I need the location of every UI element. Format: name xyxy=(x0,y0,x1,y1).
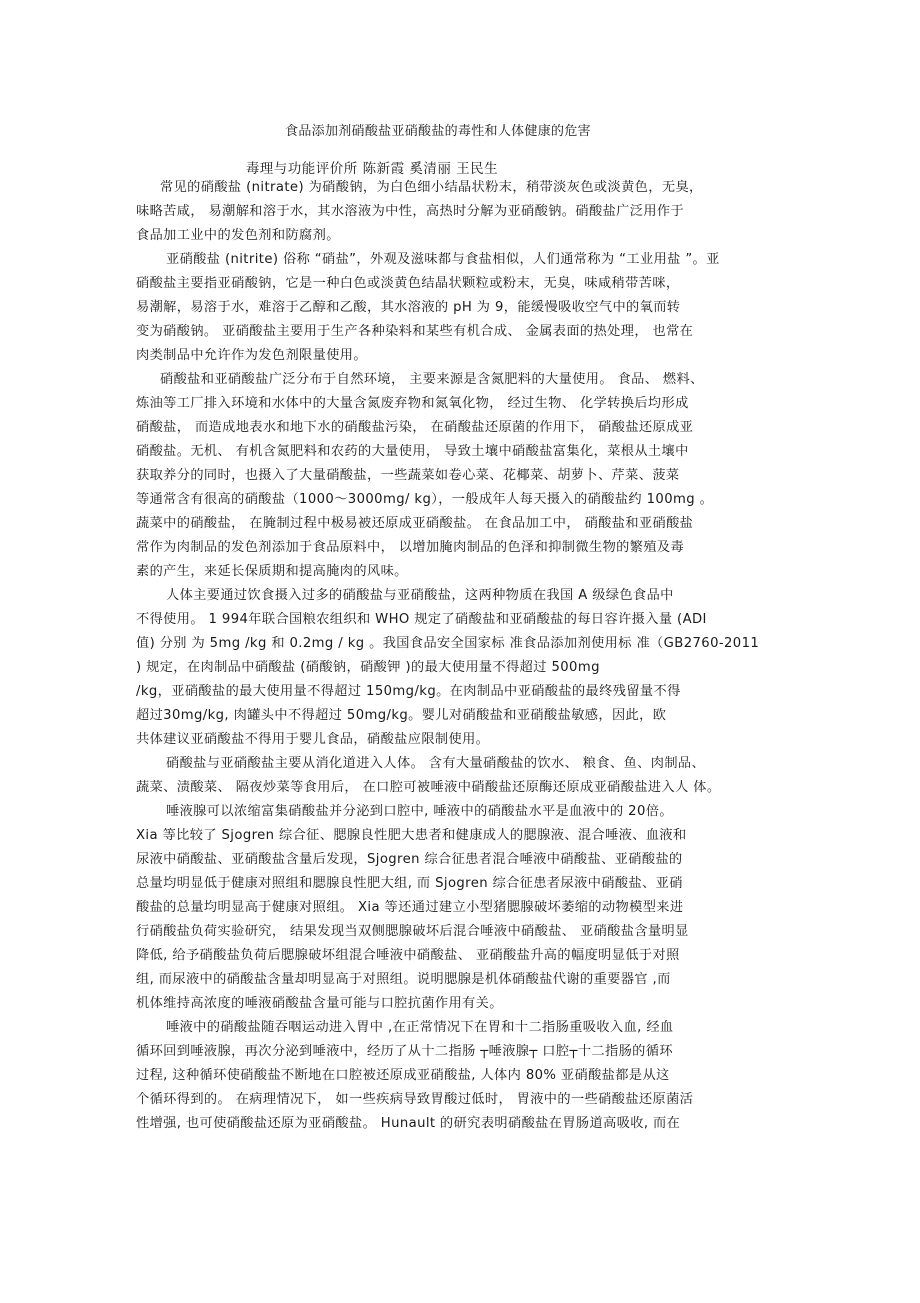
text-line: 硝酸盐， 而造成地表水和地下水的硝酸盐污染， 在硝酸盐还原菌的作用下， 硝酸盐还原成亚 xyxy=(136,420,694,435)
text-line: 循环回到唾液腺，再次分泌到唾液中，经历了从十二指肠 ┬唾液腺┬ 口腔┬十二指肠的循环 xyxy=(136,1044,673,1059)
text-line: 组, 而尿液中的硝酸盐含量却明显高于对照组。说明腮腺是机体硝酸盐代谢的重要器官 ,而 xyxy=(136,972,671,987)
text-line: 硝酸盐与亚硝酸盐主要从消化道进入人体。 含有大量硝酸盐的饮水、 粮食、鱼、肉制品、 xyxy=(166,756,706,771)
text-line: 肉类制品中允许作为发色剂限量使用。 xyxy=(136,348,367,363)
text-line: 硝酸盐和亚硝酸盐广泛分布于自然环境， 主要来源是含氮肥料的大量使用。 食品、 燃料、 xyxy=(160,372,704,387)
text-line: /kg，亚硝酸盐的最大使用量不得超过 150mg/kg。在肉制品中亚硝酸盐的最终残留量不得 xyxy=(136,684,681,699)
text-line: 性增强, 也可使硝酸盐还原为亚硝酸盐。 Hunault 的研究表明硝酸盐在胃肠道高吸收, 而在 xyxy=(136,1116,681,1131)
text-line: 变为硝酸钠。 亚硝酸盐主要用于生产各种染料和某些有机合成、 金属表面的热处理， 也常在 xyxy=(136,324,694,339)
text-line: 总量均明显低于健康对照组和腮腺良性肥大组, 而 Sjogren 综合征患者尿液中硝酸盐、亚硝 xyxy=(136,876,683,891)
text-line: 超过30mg/kg, 肉罐头中不得超过 50mg/kg。婴儿对硝酸盐和亚硝酸盐敏感，因此，欧 xyxy=(136,708,667,723)
text-line: 行硝酸盐负荷实验研究， 结果发现当双侧腮腺破坏后混合唾液中硝酸盐、 亚硝酸盐含量明显 xyxy=(136,924,689,939)
text-line: 个循环得到的。 在病理情况下， 如一些疾病导致胃酸过低时， 胃液中的一些硝酸盐还原菌活 xyxy=(136,1092,694,1107)
text-line: 过程, 这种循环使硝酸盐不断地在口腔被还原成亚硝酸盐, 人体内 80% 亚硝酸盐都是从这 xyxy=(136,1068,670,1083)
text-line: 降低, 给予硝酸盐负荷后腮腺破坏组混合唾液中硝酸盐、 亚硝酸盐升高的幅度明显低于对照 xyxy=(136,948,680,963)
text-line: 常见的硝酸盐 (nitrate) 为硝酸钠，为白色细小结晶状粉末，稍带淡灰色或淡黄色，无臭， xyxy=(160,180,703,195)
text-line: 硝酸盐。无机、 有机含氮肥料和农药的大量使用， 导致土壤中硝酸盐富集化，菜根从土壤中 xyxy=(136,444,689,459)
text-line: 炼油等工厂排入环境和水体中的大量含氮废弃物和氮氧化物， 经过生物、 化学转换后均形成 xyxy=(136,396,689,411)
text-line: 常作为肉制品的发色剂添加于食品原料中， 以增加腌肉制品的色泽和抑制微生物的繁殖及毒 xyxy=(136,540,685,555)
text-line: 酸盐的总量均明显高于健康对照组。 Xia 等还通过建立小型猪腮腺破坏萎缩的动物模型来进 xyxy=(136,900,684,915)
text-line: 硝酸盐主要指亚硝酸钠，它是一种白色或淡黄色结晶状颗粒或粉末，无臭，味咸稍带苦咪， xyxy=(136,276,680,291)
text-line: 唾液中的硝酸盐随吞咽运动进入胃中 ,在正常情况下在胃和十二指肠重吸收入血, 经血 xyxy=(166,1020,674,1035)
text-line: 获取养分的同时，也摄入了大量硝酸盐，一些蔬菜如卷心菜、花椰菜、胡萝卜、芹菜、菠菜 xyxy=(136,468,680,483)
text-line: 味略苦咸， 易潮解和溶于水，其水溶液为中性，高热时分解为亚硝酸钠。硝酸盐广泛用作于 xyxy=(136,204,685,219)
text-line: 共体建议亚硝酸盐不得用于婴儿食品，硝酸盐应限制使用。 xyxy=(136,732,490,747)
text-line: 蔬菜、渍酸菜、 隔夜炒菜等食用后， 在口腔可被唾液中硝酸盐还原酶还原成亚硝酸盐进入人 体。 xyxy=(136,780,721,795)
text-line: Xia 等比较了 Sjogren 综合征、腮腺良性肥大患者和健康成人的腮腺液、混合唾液、血液和 xyxy=(136,828,687,843)
text-line: 不得使用。 1 994年联合国粮农组织和 WHO 规定了硝酸盐和亚硝酸盐的每日容许摄入量 (ADI xyxy=(136,612,707,627)
text-line: 机体维持高浓度的唾液硝酸盐含量可能与口腔抗菌作用有关。 xyxy=(136,996,503,1011)
text-line: 值) 分别 为 5mg /kg 和 0.2mg / kg 。我国食品安全国家标 准食品添加剂使用标 准（GB2760-2011 xyxy=(136,636,760,651)
text-line: 尿液中硝酸盐、亚硝酸盐含量后发现，Sjogren 综合征患者混合唾液中硝酸盐、亚硝酸盐的 xyxy=(136,852,683,867)
text-line: 人体主要通过饮食摄入过多的硝酸盐与亚硝酸盐，这两种物质在我国 A 级绿色食品中 xyxy=(166,588,674,603)
document-title: 食品添加剂硝酸盐亚硝酸盐的毒性和人体健康的危害 xyxy=(285,124,591,139)
text-line: 易潮解，易溶于水，难溶于乙醇和乙酸，其水溶液的 pH 为 9，能缓慢吸收空气中的氧而转 xyxy=(136,300,681,315)
text-line: 素的产生，来延长保质期和提高腌肉的风味。 xyxy=(136,564,408,579)
text-line: 唾液腺可以浓缩富集硝酸盐并分泌到口腔中, 唾液中的硝酸盐水平是血液中的 20倍。 xyxy=(166,804,673,819)
text-line: ) 规定，在肉制品中硝酸盐 (硝酸钠，硝酸钾 )的最大使用量不得超过 500mg xyxy=(136,660,600,675)
text-line: 蔬菜中的硝酸盐， 在腌制过程中极易被还原成亚硝酸盐。 在食品加工中， 硝酸盐和亚硝酸盐 xyxy=(136,516,694,531)
text-line: 食品加工业中的发色剂和防腐剂。 xyxy=(136,228,340,243)
text-line: 亚硝酸盐 (nitrite) 俗称 “硝盐”，外观及滋味都与食盐相似，人们通常称为 “工业用盐 ”。亚 xyxy=(166,252,720,267)
document-authors: 毒理与功能评价所 陈新霞 奚清丽 王民生 xyxy=(245,161,499,177)
text-line: 等通常含有很高的硝酸盐（1000～3000mg/ kg），一般成年人每天摄入的硝酸盐约 100mg 。 xyxy=(136,492,714,507)
